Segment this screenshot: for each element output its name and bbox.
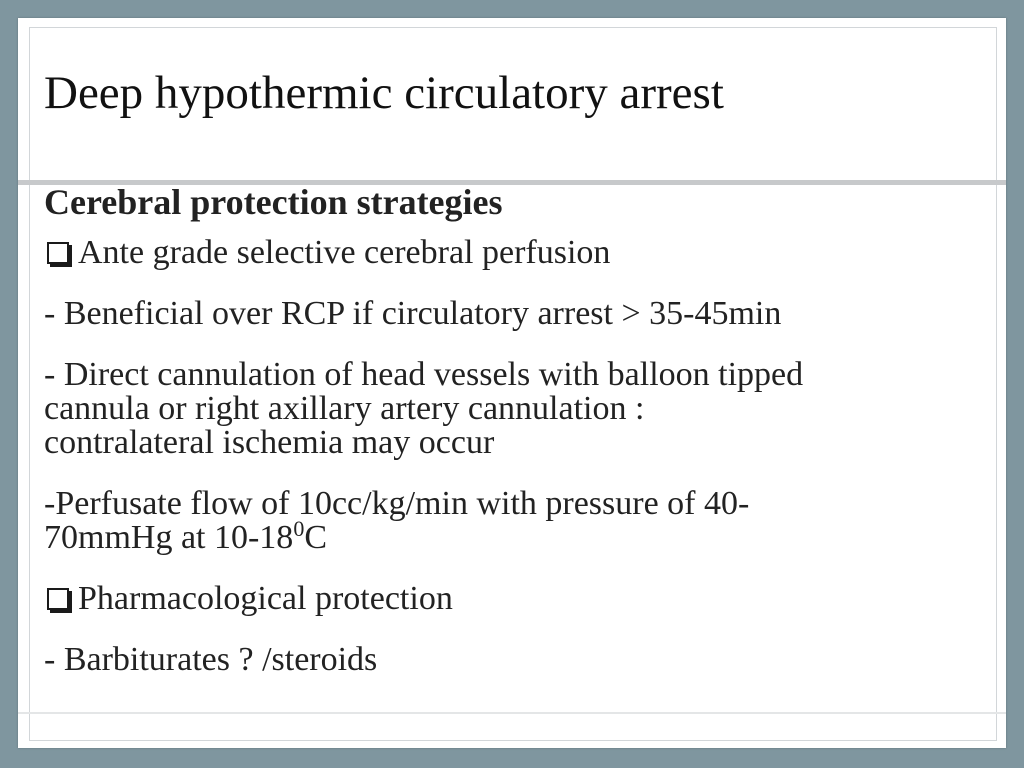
bottom-divider xyxy=(18,712,1006,714)
text-fragment: C xyxy=(304,519,327,556)
slide-title: Deep hypothermic circulatory arrest xyxy=(44,67,724,119)
text-line: -Perfusate flow of 10cc/kg/min with pressure of 40- xyxy=(44,485,750,522)
text-fragment: 70mmHg at 10-18 xyxy=(44,519,294,556)
slide xyxy=(18,18,1006,748)
slide-content xyxy=(44,180,994,704)
checkbox-bullet-icon xyxy=(47,242,69,264)
bullet-text: Pharmacological protection xyxy=(78,580,453,617)
superscript: 0 xyxy=(293,516,305,541)
sub-point-cannulation xyxy=(44,358,994,460)
section-heading: Cerebral protection strategies xyxy=(44,182,503,222)
text-line xyxy=(44,516,994,556)
checkbox-bullet-icon xyxy=(47,588,69,610)
bullet-text: Ante grade selective cerebral perfusion xyxy=(78,234,611,271)
text-line: contralateral ischemia may occur xyxy=(44,424,495,461)
sub-point-perfusate xyxy=(44,487,994,555)
bullet-item-pharmacological xyxy=(44,582,994,616)
bullet-item-perfusion xyxy=(44,236,994,270)
sub-point: - Beneficial over RCP if circulatory arrest > 35-45min xyxy=(44,295,782,332)
text-line: cannula or right axillary artery cannulation : xyxy=(44,390,645,427)
text-line: - Direct cannulation of head vessels with balloon tipped xyxy=(44,356,804,393)
sub-point: - Barbiturates ? /steroids xyxy=(44,641,378,678)
